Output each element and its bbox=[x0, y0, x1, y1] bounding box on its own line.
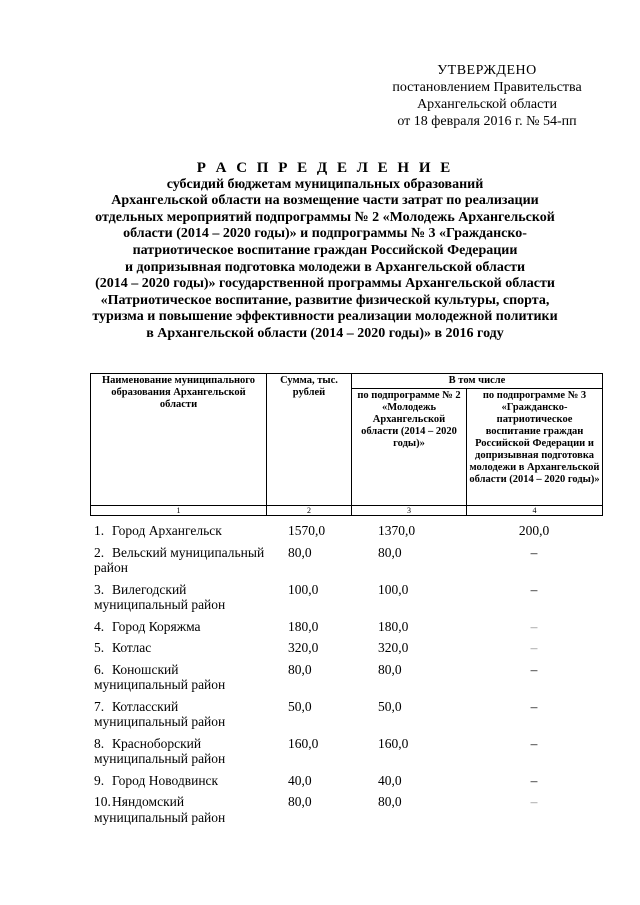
column-number: 2 bbox=[267, 506, 352, 516]
column-number: 1 bbox=[91, 506, 267, 516]
heading-line: в Архангельской области (2014 – 2020 годы)» в 2016 году bbox=[146, 325, 504, 341]
heading-line: области (2014 – 2020 годы)» и подпрограммы № 3 «Гражданско- bbox=[123, 226, 527, 242]
sum-value: 160,0 bbox=[288, 735, 319, 751]
sum-value: 1570,0 bbox=[288, 523, 326, 538]
subprogram-2-value: 1370,0 bbox=[378, 523, 416, 538]
table-row bbox=[90, 545, 602, 576]
row-index: 8. bbox=[94, 735, 105, 751]
heading-line: и допризывная подготовка молодежи в Архангельской области bbox=[124, 259, 526, 275]
heading-line: «Патриотическое воспитание, развитие физической культуры, спорта, bbox=[100, 292, 550, 308]
sum-value: 40,0 bbox=[288, 772, 312, 788]
municipality-name bbox=[90, 736, 266, 767]
sum-value: 180,0 bbox=[288, 618, 319, 634]
row-name: Город Коряжма bbox=[112, 618, 201, 634]
row-index: 1. bbox=[94, 523, 105, 538]
subprogram-3-value: – bbox=[530, 640, 538, 655]
subprogram-2-value: 40,0 bbox=[378, 772, 402, 788]
row-index: 10. bbox=[94, 794, 111, 809]
table-row bbox=[90, 662, 602, 693]
municipality-name bbox=[90, 582, 266, 613]
subprogram-2-value: 80,0 bbox=[378, 661, 402, 677]
table-row bbox=[90, 582, 602, 613]
heading-line: Архангельской области на возмещение части затрат по реализации bbox=[111, 193, 539, 209]
heading-line: отдельных мероприятий подпрограммы № 2 «Молодежь Архангельской bbox=[95, 209, 555, 225]
table-row bbox=[90, 699, 602, 730]
subprogram-2-value: 80,0 bbox=[378, 794, 402, 809]
row-name: Красноборский муниципальный район bbox=[94, 735, 226, 766]
municipality-name bbox=[90, 699, 266, 730]
subprogram-2-value: 160,0 bbox=[378, 735, 409, 751]
subprogram-3-value: – bbox=[530, 581, 538, 597]
heading-line: патриотическое воспитание граждан Российской Федерации bbox=[132, 242, 518, 258]
row-name: Город Новодвинск bbox=[112, 772, 219, 788]
municipality-name bbox=[90, 545, 266, 576]
distribution-table-header bbox=[90, 373, 603, 516]
header-including: В том числе bbox=[352, 374, 603, 389]
subprogram-3-value: – bbox=[530, 698, 538, 714]
municipality-name bbox=[90, 640, 266, 656]
table-row bbox=[90, 640, 602, 656]
row-name: Вилегодский муниципальный район bbox=[94, 581, 226, 612]
header-sum: Сумма, тыс. рублей bbox=[267, 374, 352, 506]
sum-value: 80,0 bbox=[288, 661, 312, 677]
table-row bbox=[90, 619, 602, 635]
row-index: 7. bbox=[94, 698, 105, 714]
approval-stamp: УТВЕРЖДЕНО bbox=[437, 63, 537, 78]
row-index: 9. bbox=[94, 772, 105, 788]
approval-region: Архангельской области bbox=[417, 97, 557, 112]
document-title: Р А С П Р Е Д Е Л Е Н И Е bbox=[196, 160, 454, 176]
header-subprogram-3: по подпрограмме № 3 «Гражданско-патриотическое воспитание граждан Российской Федерации и допризывная подготовка молодежи в Архангельской области (2014 – 2020 годы)» bbox=[467, 389, 603, 506]
approval-authority: постановлением Правительства bbox=[392, 80, 582, 95]
subprogram-3-value: – bbox=[530, 661, 538, 677]
heading-line: туризма и повышение эффективности реализации молодежной политики bbox=[92, 309, 558, 325]
row-name: Вельский муниципальный район bbox=[94, 544, 265, 575]
row-index: 2. bbox=[94, 544, 105, 560]
approval-block bbox=[372, 62, 602, 130]
row-name: Город Архангельск bbox=[112, 523, 222, 538]
subprogram-3-value: – bbox=[530, 735, 538, 751]
row-index: 5. bbox=[94, 640, 105, 655]
municipality-name bbox=[90, 794, 266, 825]
municipality-name bbox=[90, 619, 266, 635]
table-row bbox=[90, 794, 602, 825]
subprogram-2-value: 80,0 bbox=[378, 544, 402, 560]
row-spacer bbox=[90, 825, 602, 831]
row-index: 3. bbox=[94, 581, 105, 597]
header-municipality: Наименование муниципального образования Архангельской области bbox=[91, 374, 267, 506]
row-name: Котлас bbox=[112, 640, 152, 655]
table-row bbox=[90, 523, 602, 539]
header-subprogram-2: по подпрограмме № 2 «Молодежь Архангельской области (2014 – 2020 годы)» bbox=[352, 389, 467, 506]
row-name: Котласский муниципальный район bbox=[94, 698, 226, 729]
row-name: Коношский муниципальный район bbox=[94, 661, 226, 692]
heading-line: (2014 – 2020 годы)» государственной программы Архангельской области bbox=[95, 276, 555, 292]
subprogram-2-value: 320,0 bbox=[378, 640, 409, 655]
table-row bbox=[90, 773, 602, 789]
subprogram-3-value: – bbox=[530, 794, 538, 809]
column-number: 4 bbox=[467, 506, 603, 516]
column-number: 3 bbox=[352, 506, 467, 516]
municipality-name bbox=[90, 523, 266, 539]
row-index: 6. bbox=[94, 661, 105, 677]
subprogram-3-value: – bbox=[530, 772, 538, 788]
subprogram-2-value: 180,0 bbox=[378, 618, 409, 634]
approval-date: от 18 февраля 2016 г. № 54-пп bbox=[397, 114, 577, 129]
distribution-table-body bbox=[90, 523, 602, 831]
row-name: Няндомский муниципальный район bbox=[94, 794, 226, 825]
table-row bbox=[90, 736, 602, 767]
subprogram-3-value: – bbox=[530, 544, 538, 560]
subprogram-3-value: 200,0 bbox=[518, 523, 550, 538]
sum-value: 80,0 bbox=[288, 794, 312, 809]
subprogram-2-value: 50,0 bbox=[378, 698, 402, 714]
sum-value: 50,0 bbox=[288, 698, 312, 714]
subprogram-3-value: – bbox=[530, 618, 538, 634]
municipality-name bbox=[90, 773, 266, 789]
row-index: 4. bbox=[94, 618, 105, 634]
municipality-name bbox=[90, 662, 266, 693]
sum-value: 320,0 bbox=[288, 640, 319, 655]
sum-value: 100,0 bbox=[288, 581, 319, 597]
document-heading bbox=[60, 160, 590, 343]
subprogram-2-value: 100,0 bbox=[378, 581, 409, 597]
heading-line: субсидий бюджетам муниципальных образований bbox=[166, 176, 484, 192]
sum-value: 80,0 bbox=[288, 544, 312, 560]
